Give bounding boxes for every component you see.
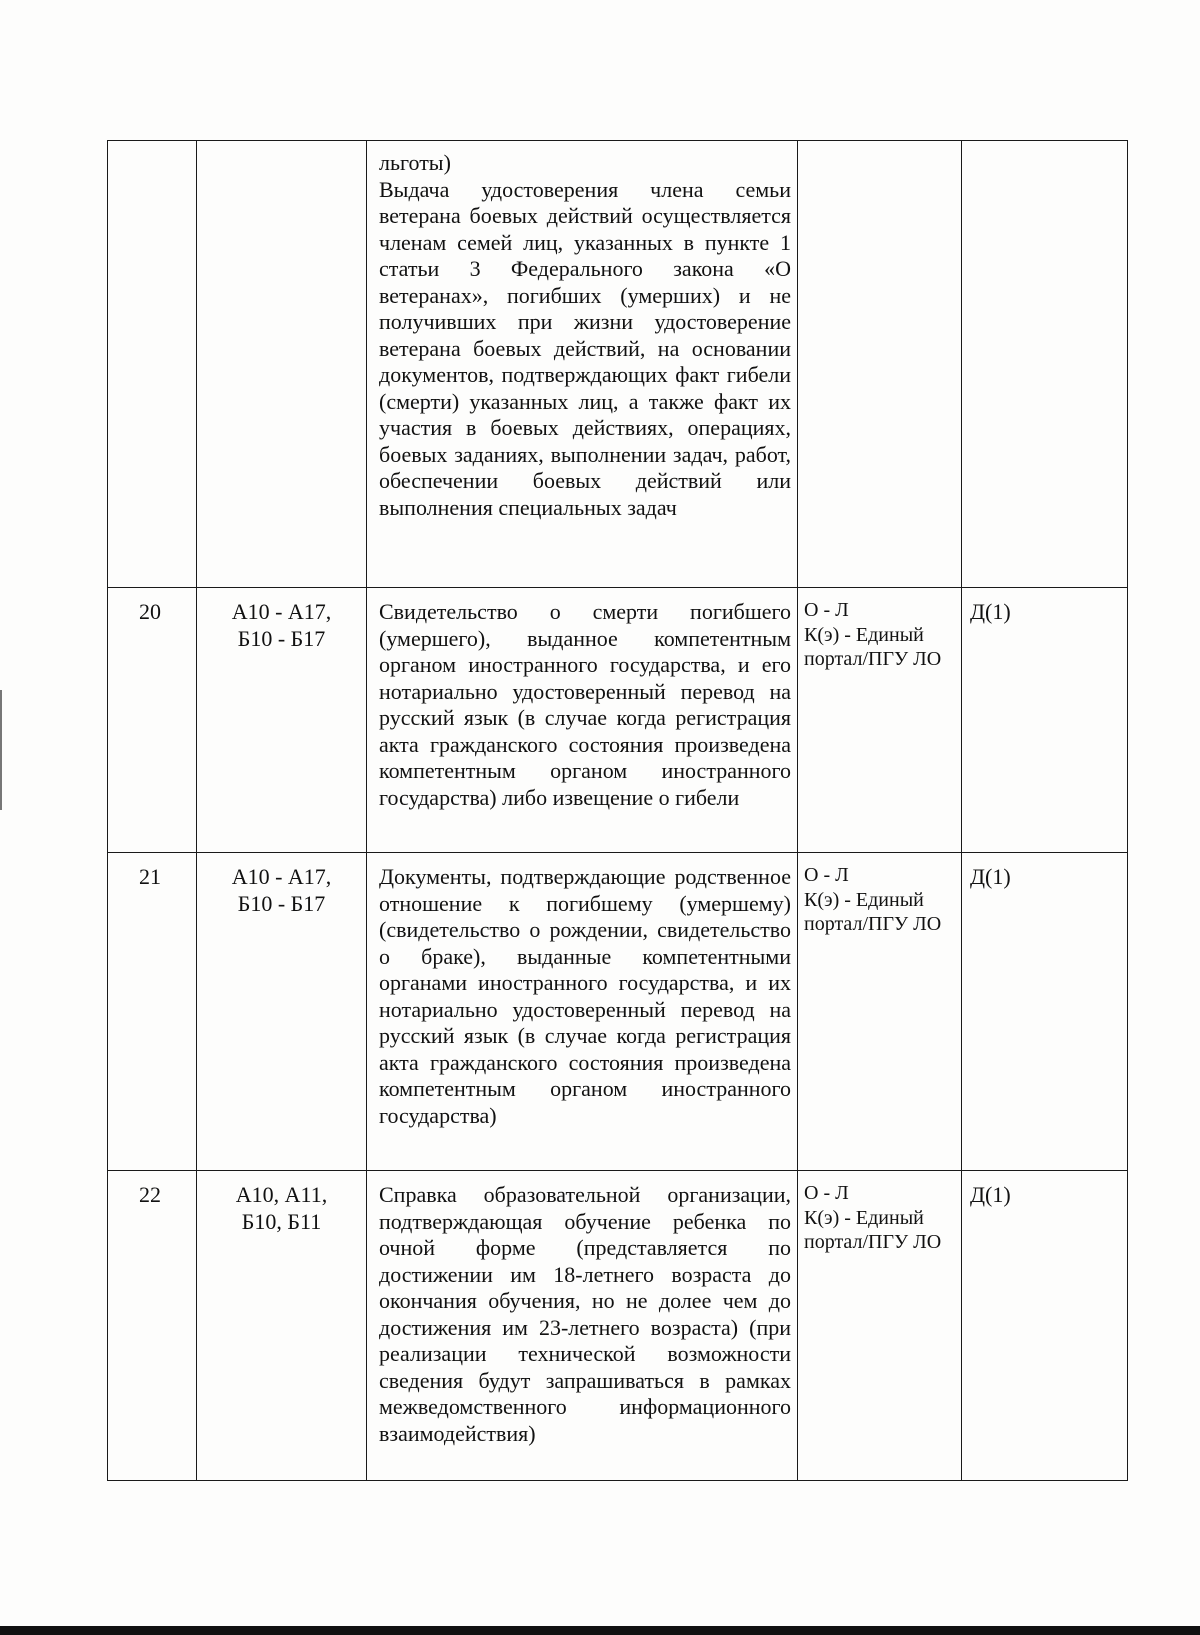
submission-form	[798, 853, 962, 1171]
submission-form	[798, 1171, 962, 1481]
submission-form-text: О - Л К(э) - Единый портал/ПГУ ЛО	[804, 864, 942, 935]
description-line: Справка образовательной организации, подтверждающая обучение ребенка по очной форме (представляется по достижении им 18-летнего возраста до окончания обучения, но не долее чем до достижения им 23-летнего возраста) (при реализации технической возможности сведения будут запрашиваться в рамках межведомственного информационного взаимодействия)	[379, 1182, 791, 1446]
submission-form-text: О - Л К(э) - Единый портал/ПГУ ЛО	[804, 599, 942, 670]
table-row	[108, 853, 1128, 1171]
submission-form-text: О - Л К(э) - Единый портал/ПГУ ЛО	[804, 1182, 942, 1253]
table-row	[108, 141, 1128, 588]
scan-bottom-edge	[0, 1626, 1200, 1635]
row-number: 20	[108, 588, 197, 853]
description-line: Документы, подтверждающие родственное отношение к погибшему (умершему) (свидетельство о рождении, свидетельство о браке), выданные компетентными органами иностранного государства, и их нотариально удостоверенный перевод на русский язык (в случае когда регистрация акта гражданского состояния произведена компетентным органом иностранного государства)	[379, 864, 791, 1128]
applicant-codes	[197, 588, 367, 853]
submission-condition	[962, 141, 1128, 588]
documents-table	[107, 140, 1128, 1481]
applicant-codes-text: А10 - А17, Б10 - Б17	[231, 864, 332, 916]
applicant-codes-text: А10, А11, Б10, Б11	[235, 1182, 328, 1234]
submission-form	[798, 141, 962, 588]
table-row	[108, 588, 1128, 853]
document-description	[367, 141, 798, 588]
description-line: льготы)	[379, 150, 451, 175]
scan-edge-mark	[0, 690, 2, 810]
submission-form	[798, 588, 962, 853]
document-description	[367, 853, 798, 1171]
row-number: 22	[108, 1171, 197, 1481]
submission-condition: Д(1)	[962, 1171, 1128, 1481]
description-line: Выдача удостоверения члена семьи ветерана боевых действий осуществляется членам семей лиц, указанных в пункте 1 статьи 3 Федерального закона «О ветеранах», погибших (умерших) и не получивших при жизни удостоверение ветерана боевых действий, на основании документов, подтверждающих факт гибели (смерти) указанных лиц, а также факт их участия в боевых действиях, операциях, боевых заданиях, выполнении задач, работ, обеспечении боевых действий или выполнения специальных задач	[379, 176, 791, 520]
row-number: 21	[108, 853, 197, 1171]
submission-condition: Д(1)	[962, 853, 1128, 1171]
document-description	[367, 1171, 798, 1481]
table-row	[108, 1171, 1128, 1481]
applicant-codes	[197, 141, 367, 588]
applicant-codes-text: А10 - А17, Б10 - Б17	[231, 599, 332, 651]
applicant-codes	[197, 853, 367, 1171]
applicant-codes	[197, 1171, 367, 1481]
submission-condition: Д(1)	[962, 588, 1128, 853]
description-line: Свидетельство о смерти погибшего (умершего), выданное компетентным органом иностранного государства, и его нотариально удостоверенный перевод на русский язык (в случае когда регистрация акта гражданского состояния произведена компетентным органом иностранного государства) либо извещение о гибели	[379, 599, 791, 810]
row-number	[108, 141, 197, 588]
document-description	[367, 588, 798, 853]
